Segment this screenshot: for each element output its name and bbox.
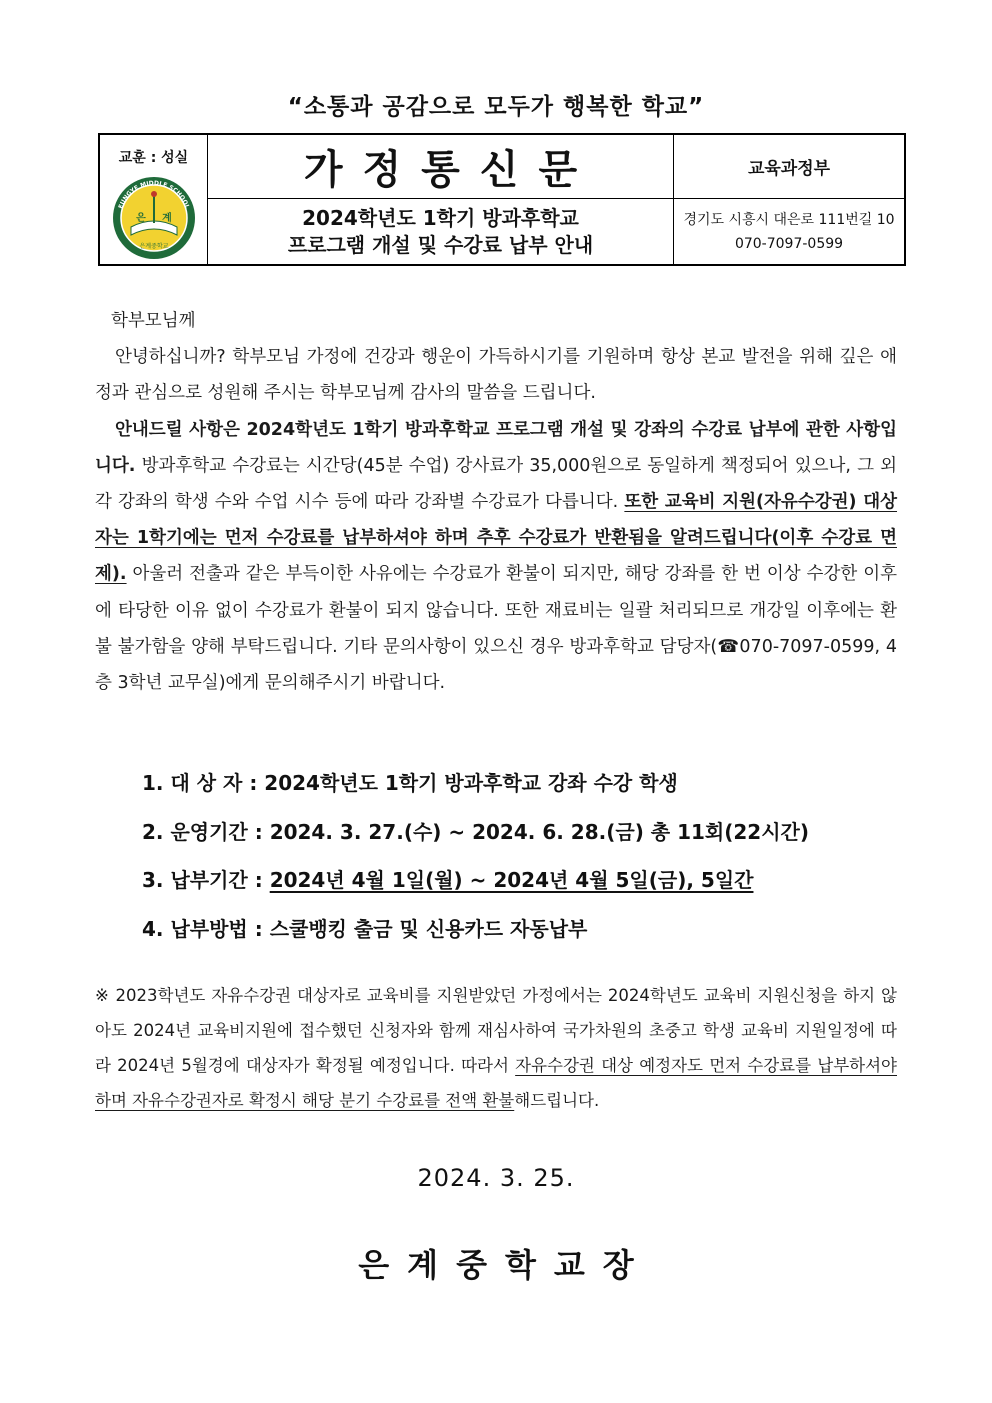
footnote-underline: 자유수강권 대상 예정자도 먼저 수강료를 납부하셔야 하며 자유수강권자로 확정시 해당 분기 수강료를 전액 환불 — [95, 1056, 897, 1110]
footnote-tail: 해드립니다. — [514, 1091, 600, 1110]
paragraph-2-rest: 아울러 전출과 같은 부득이한 사유에는 수강료가 환불이 되지만, 해당 강좌를 한 번 이상 수강한 이후에 타당한 이유 없이 수강료가 환불이 되지 않습니다. 또한 재료비는 일괄 처리되므로 개강일 이후에는 환불 불가함을 양해 부탁드립니다. 기타 문의사항이 있으신 경우 방과후학교 담당자(☎070-7097-0599, 4층 3학년 교무실)에게 문의해주시기 바랍니다. — [95, 564, 897, 694]
item-value: 스쿨뱅킹 출금 및 신용카드 자동납부 — [269, 916, 588, 941]
subject-line-1: 2024학년도 1학기 방과후학교 — [302, 205, 579, 230]
footnote-paragraph — [95, 978, 897, 1118]
item-label: 1. 대 상 자 : — [142, 771, 265, 795]
item-value-underlined: 2024년 4월 1일(월) ~ 2024년 4월 5일(금), 5일간 — [269, 868, 754, 892]
school-address: 경기도 시흥시 대은로 111번길 10 — [683, 211, 895, 228]
logo-cell — [100, 135, 208, 264]
logo-ring-text: EUNGYE MIDDLE SCHOOL — [116, 179, 191, 210]
school-motto: 교훈 : 성실 — [118, 150, 189, 166]
info-list — [142, 765, 902, 959]
school-contact — [674, 199, 904, 264]
item-value: 2024학년도 1학기 방과후학교 강좌 수강 학생 — [264, 771, 678, 795]
list-item — [142, 862, 902, 911]
paragraph-2 — [95, 412, 897, 702]
list-item — [142, 814, 902, 863]
item-label: 4. 납부방법 : — [142, 916, 270, 941]
item-label: 3. 납부기간 : — [142, 868, 270, 892]
logo-left-char: 은 — [135, 213, 146, 224]
item-value: 2024. 3. 27.(수) ~ 2024. 6. 28.(금) 총 11회(22시간) — [269, 819, 809, 844]
document-subject — [208, 199, 674, 264]
footnote-text: ※ 2023학년도 자유수강권 대상자로 교육비를 지원받았던 가정에서는 2024학년도 교육비 지원신청을 하지 않아도 2024년 교육비지원에 접수했던 신청자와 함께 재심사하여 국가차원의 초중고 학생 교육비 지원일정에 따라 2024년 5월경에 대상자가 확정될 예정입니다. 따라서 — [95, 986, 897, 1075]
paragraph-1: 안녕하십니까? 학부모님 가정에 건강과 행운이 가득하시기를 기원하며 항상 본교 발전을 위해 깊은 애정과 관심으로 성원해 주시는 학부모님께 감사의 말씀을 드립니다. — [95, 347, 897, 404]
principal-signature: 은계중학교장 — [358, 1246, 652, 1284]
paragraph-2-text: 방과후학교 수강료는 시간당(45분 수업) 강사료가 35,000원으로 동일하게 책정되어 있으나, 그 외 각 강좌의 학생 수와 수업 시수 등에 따라 강좌별 수강료가 다릅니다. — [95, 455, 897, 513]
school-phone: 070-7097-0599 — [734, 235, 844, 252]
item-label: 2. 운영기간 : — [142, 819, 270, 844]
department: 교육과정부 — [674, 135, 904, 199]
logo-bottom-text: 은계중학교 — [139, 243, 168, 250]
document-title: 가정통신문 — [208, 135, 674, 199]
letter-body — [95, 303, 897, 701]
footnote — [95, 978, 897, 1118]
list-item — [142, 765, 902, 814]
paragraph-2-bold: 안내드릴 사항은 2024학년도 1학기 방과후학교 프로그램 개설 및 강좌의 수강료 납부에 관한 사항입니다. — [95, 419, 897, 476]
school-slogan: “소통과 공감으로 모두가 행복한 학교” — [287, 94, 705, 120]
logo-right-char: 계 — [161, 213, 172, 224]
paragraph-2-underline: 또한 교육비 지원(자유수강권) 대상자는 1학기에는 먼저 수강료를 납부하셔야 하며 추후 수강료가 반환됨을 알려드립니다(이후 수강료 면제). — [95, 492, 898, 585]
subject-line-2: 프로그램 개설 및 수강료 납부 안내 — [287, 232, 594, 257]
greeting: 학부모님께 — [111, 311, 196, 331]
list-item — [142, 911, 902, 960]
issue-date: 2024. 3. 25. — [417, 1164, 575, 1192]
school-logo-icon — [111, 175, 197, 261]
letter-header — [98, 133, 906, 266]
